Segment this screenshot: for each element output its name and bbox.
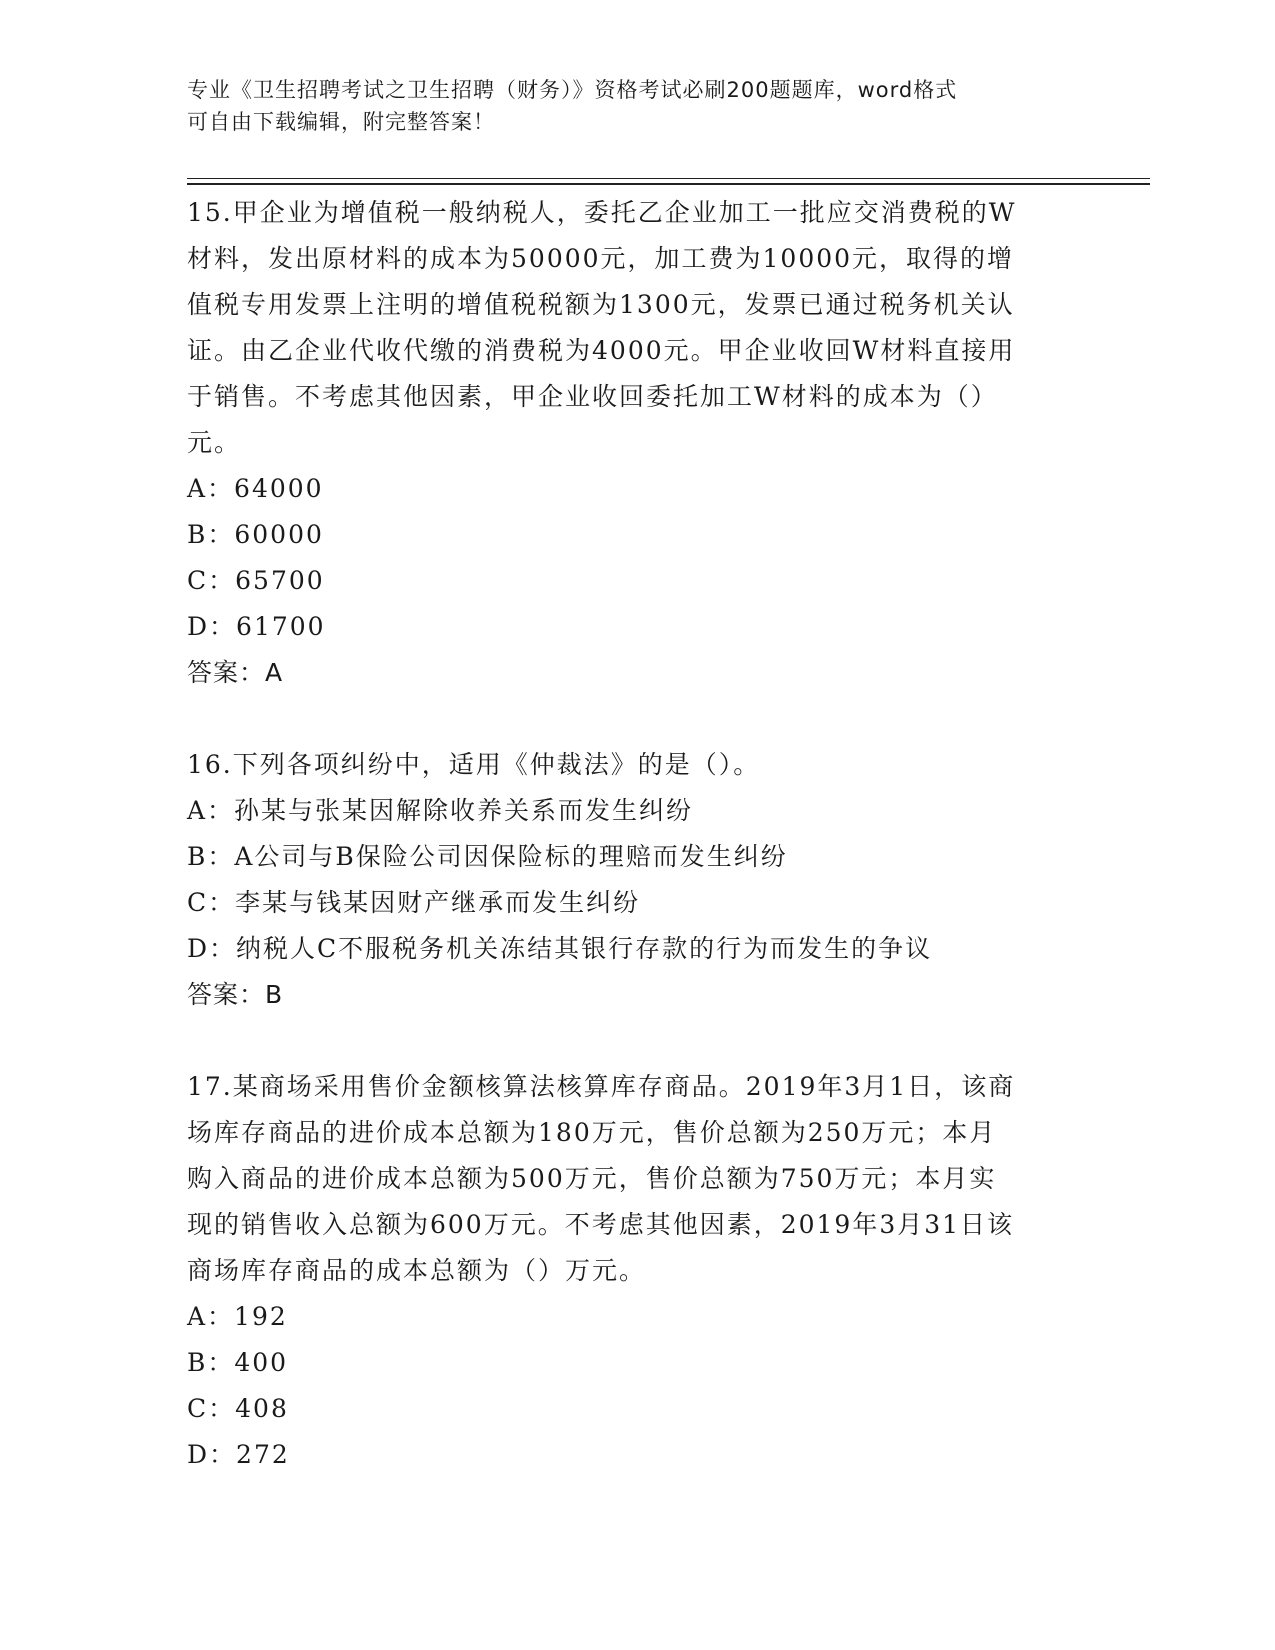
question-17: [187, 1064, 1087, 1478]
question-text-line: 材料，发出原材料的成本为50000元，加工费为10000元，取得的增: [187, 244, 1015, 273]
question-text-line: 16.下列各项纠纷中，适用《仲裁法》的是（）。: [187, 750, 761, 779]
question-text-line: 商场库存商品的成本总额为（）万元。: [187, 1256, 647, 1285]
question-text-line: 购入商品的进价成本总额为500万元，售价总额为750万元；本月实: [187, 1164, 997, 1193]
option-c: C：408: [187, 1394, 289, 1423]
spacer: [187, 1018, 1087, 1064]
option-b: B：60000: [187, 520, 324, 549]
question-text-line: 证。由乙企业代收代缴的消费税为4000元。甲企业收回W材料直接用: [187, 336, 1016, 365]
option-d: D：61700: [187, 612, 326, 641]
option-a: A：孙某与张某因解除收养关系而发生纠纷: [187, 796, 694, 825]
answer-label: 答案：A: [187, 658, 284, 687]
option-c: C：65700: [187, 566, 325, 595]
option-a: A：192: [187, 1302, 288, 1331]
option-d: D：纳税人C不服税务机关冻结其银行存款的行为而发生的争议: [187, 934, 933, 963]
question-text-line: 场库存商品的进价成本总额为180万元，售价总额为250万元；本月: [187, 1118, 997, 1147]
document-header: [187, 74, 1087, 138]
header-line-1: 专业《卫生招聘考试之卫生招聘（财务）》资格考试必刷200题题库，word格式: [187, 78, 958, 102]
spacer: [187, 696, 1087, 742]
option-d: D：272: [187, 1440, 290, 1469]
header-line-2: 可自由下载编辑，附完整答案！: [187, 110, 495, 134]
question-list: [187, 190, 1087, 1478]
option-b: B：A公司与B保险公司因保险标的理赔而发生纠纷: [187, 842, 788, 871]
question-text-line: 值税专用发票上注明的增值税税额为1300元，发票已通过税务机关认: [187, 290, 1015, 319]
question-16: [187, 742, 1087, 1018]
header-divider-thin: [187, 178, 1150, 179]
question-text-line: 于销售。不考虑其他因素，甲企业收回委托加工W材料的成本为（）: [187, 382, 998, 411]
question-text-line: 元。: [187, 428, 242, 457]
question-text-line: 17.某商场采用售价金额核算法核算库存商品。2019年3月1日，该商: [187, 1072, 1016, 1101]
option-c: C：李某与钱某因财产继承而发生纠纷: [187, 888, 641, 917]
header-divider-thick: [187, 183, 1150, 185]
option-a: A：64000: [187, 474, 324, 503]
answer-label: 答案：B: [187, 980, 284, 1009]
question-15: [187, 190, 1087, 696]
question-text-line: 现的销售收入总额为600万元。不考虑其他因素，2019年3月31日该: [187, 1210, 1015, 1239]
option-b: B：400: [187, 1348, 289, 1377]
question-text-line: 15.甲企业为增值税一般纳税人，委托乙企业加工一批应交消费税的W: [187, 198, 1017, 227]
